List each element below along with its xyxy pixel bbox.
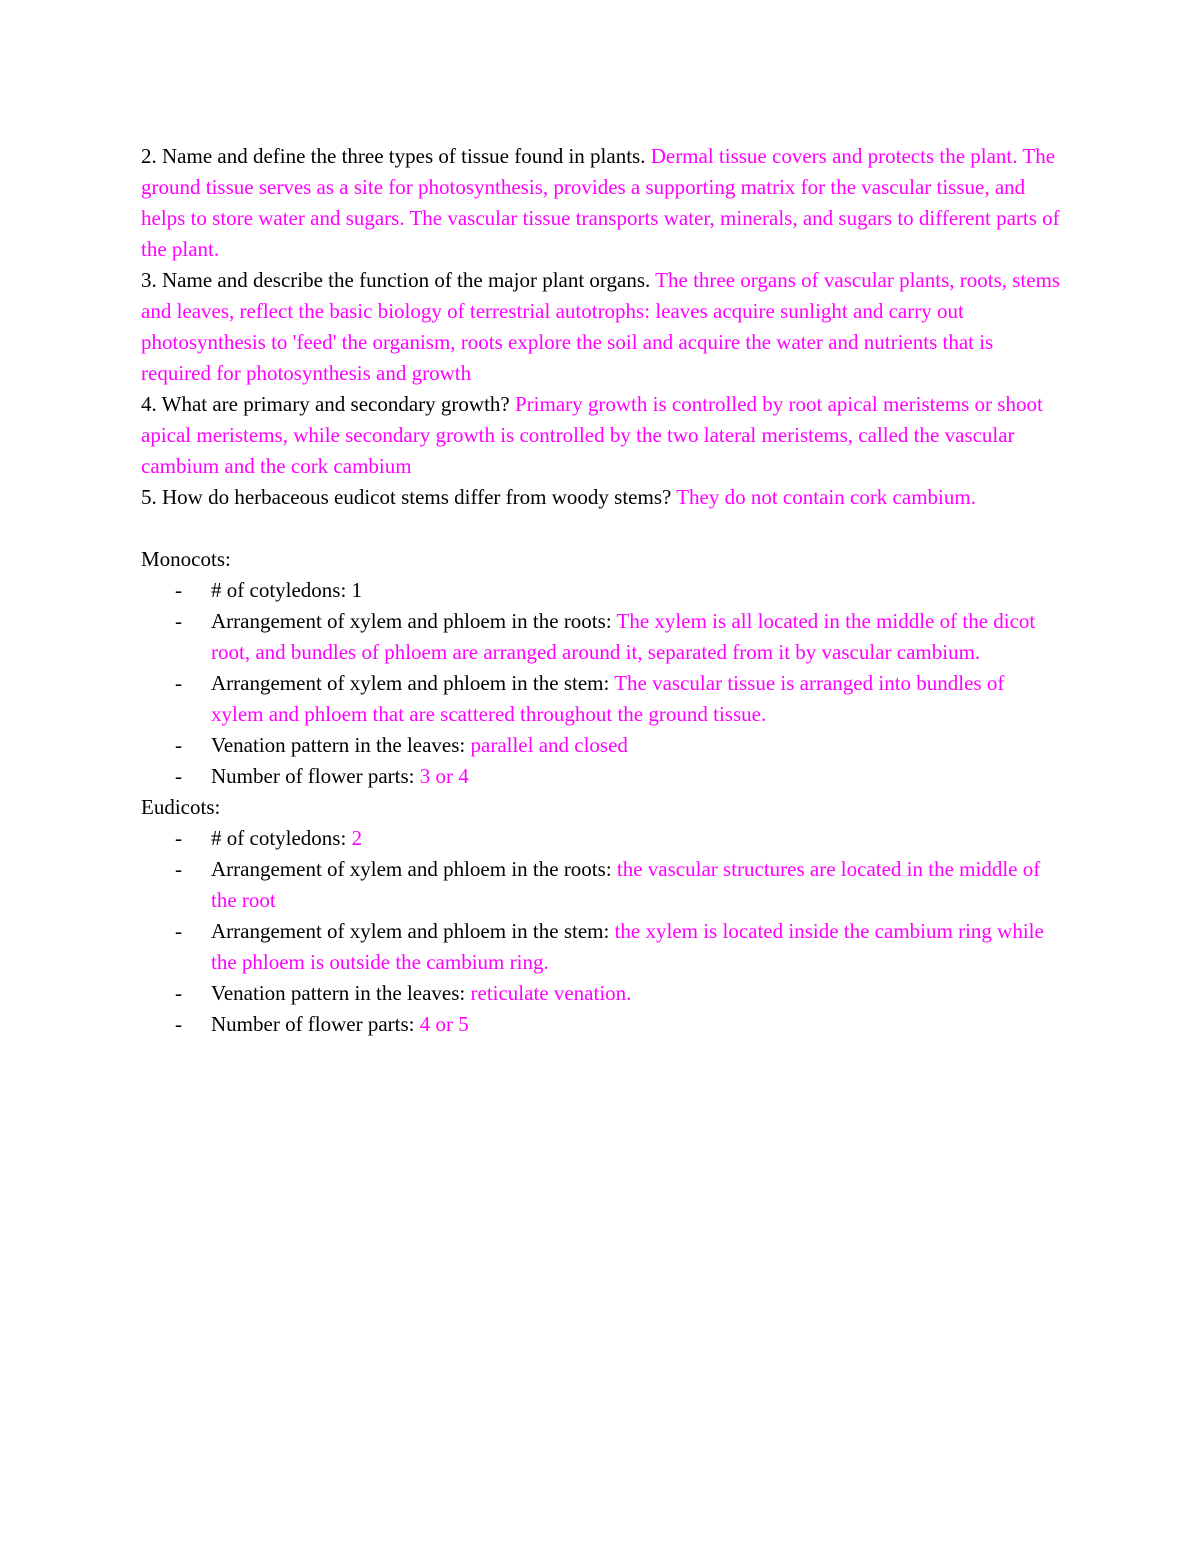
bullet-dash: - <box>175 919 182 943</box>
question-5 <box>141 482 1061 513</box>
question-prompt: 3. Name and describe the function of the major plant organs. <box>141 268 651 292</box>
question-answer: The three organs of vascular plants, roots, stems and leaves, reflect the basic biology of terrestrial autotrophs: leaves acquire sunlight and carry out photosynthesis to 'feed' the organism, roots explore the soil and acquire the water and nutrients that is required for photosynthesis and growth <box>141 268 1061 385</box>
bullet-dash: - <box>175 733 182 757</box>
item-label: Arrangement of xylem and phloem in the roots: <box>211 609 612 633</box>
list-item <box>141 854 1061 916</box>
bullet-dash: - <box>175 1012 182 1036</box>
list-item <box>141 1009 1061 1040</box>
document-page <box>141 141 1061 1040</box>
bullet-dash: - <box>175 578 182 602</box>
item-answer: reticulate venation. <box>470 981 632 1005</box>
bullet-dash: - <box>175 764 182 788</box>
item-answer: 3 or 4 <box>419 764 469 788</box>
item-answer: the vascular structures are located in the middle of the root <box>211 857 1041 912</box>
list-item <box>141 668 1061 730</box>
list-item <box>141 761 1061 792</box>
item-answer: 2 <box>351 826 363 850</box>
eudicots-heading: Eudicots: <box>141 795 221 819</box>
item-answer: 4 or 5 <box>419 1012 469 1036</box>
monocots-heading: Monocots: <box>141 547 231 571</box>
item-label: Venation pattern in the leaves: <box>211 981 466 1005</box>
bullet-dash: - <box>175 671 182 695</box>
list-item <box>141 823 1061 854</box>
item-label: Arrangement of xylem and phloem in the stem: <box>211 919 610 943</box>
item-label: # of cotyledons: 1 <box>211 578 363 602</box>
item-answer: parallel and closed <box>470 733 628 757</box>
item-label: Number of flower parts: <box>211 1012 415 1036</box>
bullet-dash: - <box>175 826 182 850</box>
question-prompt: 2. Name and define the three types of tissue found in plants. <box>141 144 646 168</box>
monocots-list <box>141 575 1061 792</box>
question-4 <box>141 389 1061 482</box>
question-answer: Primary growth is controlled by root apical meristems or shoot apical meristems, while secondary growth is controlled by the two lateral meristems, called the vascular cambium and the cork cambium <box>141 392 1043 478</box>
list-item <box>141 575 1061 606</box>
question-2 <box>141 141 1061 265</box>
bullet-dash: - <box>175 857 182 881</box>
question-answer: They do not contain cork cambium. <box>676 485 976 509</box>
question-3 <box>141 265 1061 389</box>
bullet-dash: - <box>175 609 182 633</box>
item-answer: the xylem is located inside the cambium ring while the phloem is outside the cambium ring. <box>211 919 1044 974</box>
item-answer: The vascular tissue is arranged into bundles of xylem and phloem that are scattered throughout the ground tissue. <box>211 671 1005 726</box>
list-item <box>141 730 1061 761</box>
question-answer: Dermal tissue covers and protects the plant. The ground tissue serves as a site for photosynthesis, provides a supporting matrix for the vascular tissue, and helps to store water and sugars. The vascular tissue transports water, minerals, and sugars to different parts of the plant. <box>141 144 1060 261</box>
list-item <box>141 978 1061 1009</box>
item-label: # of cotyledons: <box>211 826 347 850</box>
item-answer: The xylem is all located in the middle of the dicot root, and bundles of phloem are arranged around it, separated from it by vascular cambium. <box>211 609 1036 664</box>
question-prompt: 5. How do herbaceous eudicot stems differ from woody stems? <box>141 485 672 509</box>
list-item <box>141 916 1061 978</box>
item-label: Arrangement of xylem and phloem in the stem: <box>211 671 610 695</box>
list-item <box>141 606 1061 668</box>
item-label: Arrangement of xylem and phloem in the roots: <box>211 857 612 881</box>
bullet-dash: - <box>175 981 182 1005</box>
eudicots-list <box>141 823 1061 1040</box>
question-prompt: 4. What are primary and secondary growth? <box>141 392 510 416</box>
item-label: Number of flower parts: <box>211 764 415 788</box>
blank-line <box>141 513 1061 544</box>
item-label: Venation pattern in the leaves: <box>211 733 466 757</box>
